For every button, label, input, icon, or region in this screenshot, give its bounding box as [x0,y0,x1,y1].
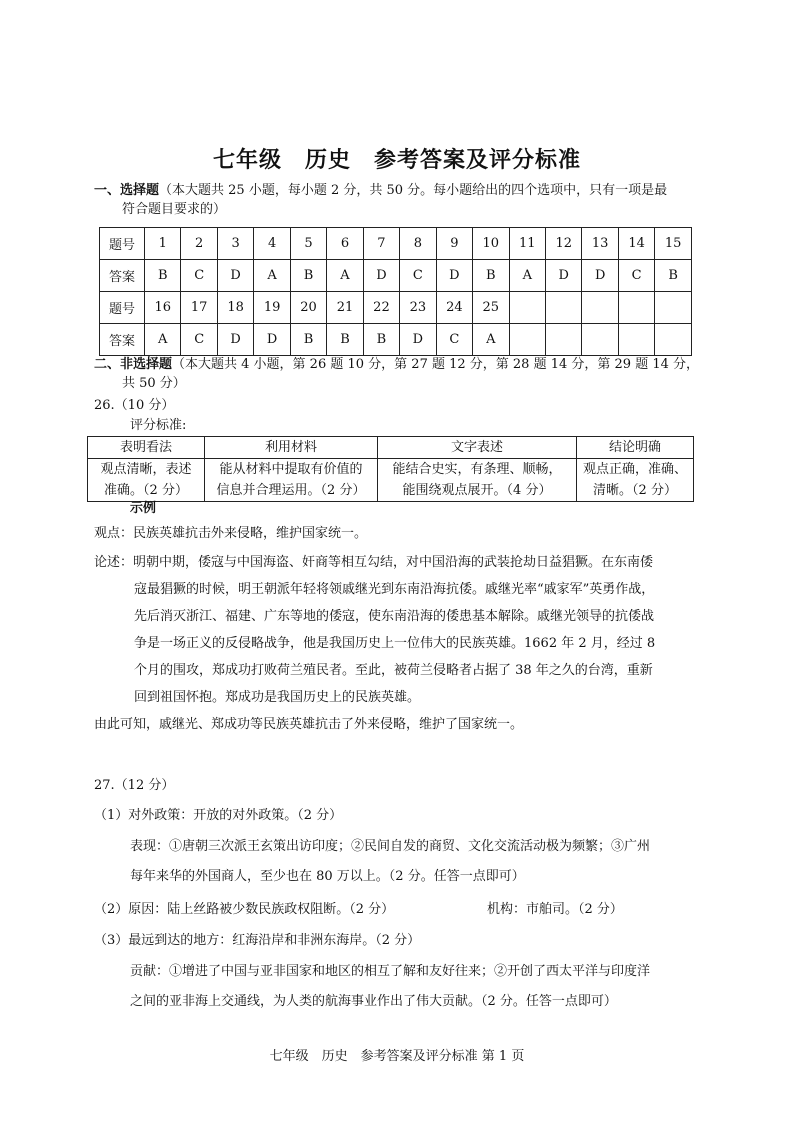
answer-cell: A [145,324,181,356]
answer-cell: B [363,324,399,356]
question-number: 3 [217,228,253,260]
criteria-cell-line: 能从材料中提取有价值的 [219,462,363,477]
argument-line: 回到祖国怀抱。郑成功是我国历史上的民族英雄。 [134,690,421,705]
empty-cell [618,292,654,324]
answer-cell: A [254,260,290,292]
question-number: 9 [436,228,472,260]
criteria-header: 利用材料 [205,437,378,459]
question-number: 22 [363,292,399,324]
row-label: 题号 [100,228,145,260]
criteria-header: 文字表述 [378,437,577,459]
q27-part3: （3）最远到达的地方：红海沿岸和非洲东海岸。（2 分） [94,933,421,948]
criteria-cell-line: 能围绕观点展开。（4 分） [402,483,552,498]
answer-cell: D [254,324,290,356]
question-number: 6 [327,228,363,260]
answer-cell: D [217,324,253,356]
answer-cell: C [181,324,217,356]
q27-label: 27.（12 分） [94,778,175,793]
empty-cell [509,292,545,324]
argument-line: 个月的围攻，郑成功打败荷兰殖民者。至此，被荷兰侵略者占据了 38 年之久的台湾，重新 [134,663,653,678]
criteria-header-row [88,437,694,459]
q27-part2-reason: （2）原因：陆上丝路被少数民族政权阻断。（2 分） [94,902,395,917]
criteria-cell [378,459,577,502]
question-number: 20 [290,292,326,324]
section1-line1 [94,182,667,200]
question-number: 12 [545,228,581,260]
empty-cell [545,324,581,356]
question-number: 11 [509,228,545,260]
criteria-cell-line: 准确。（2 分） [104,483,188,498]
question-number: 2 [181,228,217,260]
criteria-cell [88,459,205,502]
argument-line: 寇最猖獗的时候，明王朝派年轻将领戚继光到东南沿海抗倭。戚继光率“戚家军”英勇作战， [134,582,655,597]
criteria-cell [205,459,378,502]
argument-line: 论述：明朝中期，倭寇与中国海盗、奸商等相互勾结，对中国沿海的武装抢劫日益猖獗。在东南倭 [94,555,654,570]
question-number: 21 [327,292,363,324]
question-number: 24 [436,292,472,324]
answer-cell: B [145,260,181,292]
question-number: 4 [254,228,290,260]
q26-criteria-label: 评分标准: [130,418,187,433]
empty-cell [582,324,618,356]
answer-cell: C [181,260,217,292]
answer-cell: C [436,324,472,356]
answer-table-row-numbers-1 [100,228,692,260]
section2-desc-line2: 共 50 分） [122,376,186,391]
answer-cell: C [400,260,436,292]
criteria-header: 结论明确 [577,437,694,459]
criteria-cell-line: 观点清晰，表述 [100,462,192,477]
answer-table-row-answers-2 [100,324,692,356]
page-footer: 七年级 历史 参考答案及评分标准 第 1 页 [269,1049,525,1064]
empty-cell [618,324,654,356]
answer-cell: B [655,260,692,292]
criteria-table [87,436,694,502]
criteria-body-row [88,459,694,502]
argument-line: 争是一场正义的反侵略战争，他是我国历史上一位伟大的民族英雄。1662 年 2 月，经过 8 [134,636,656,651]
question-number: 13 [582,228,618,260]
empty-cell [582,292,618,324]
section2-heading: 二、非选择题 [94,357,173,372]
criteria-cell-line: 能结合史实，有条理、顺畅， [392,462,562,477]
q27-part3-detail: 贡献：①增进了中国与亚非国家和地区的相互了解和友好往来；②开创了西太平洋与印度洋 [130,964,651,979]
question-number: 14 [618,228,654,260]
empty-cell [655,324,692,356]
viewpoint-text: 观点：民族英雄抗击外来侵略，维护国家统一。 [94,526,368,541]
empty-cell [509,324,545,356]
question-number: 23 [400,292,436,324]
question-number: 25 [473,292,509,324]
example-label: 示例 [130,501,157,516]
empty-cell [545,292,581,324]
criteria-cell-line: 清晰。（2 分） [593,483,677,498]
answer-cell: D [217,260,253,292]
q27-part2-institution: 机构：市舶司。（2 分） [487,902,623,917]
row-label: 题号 [100,292,145,324]
answer-cell: D [363,260,399,292]
question-number: 10 [473,228,509,260]
question-number: 8 [400,228,436,260]
q26-label: 26.（10 分） [94,398,175,413]
answer-cell: B [327,324,363,356]
question-number: 5 [290,228,326,260]
answer-table-row-answers-1 [100,260,692,292]
empty-cell [655,292,692,324]
question-number: 7 [363,228,399,260]
q27-part1-detail: 每年来华的外国商人，至少也在 80 万以上。（2 分。任答一点即可） [130,869,525,884]
answer-cell: B [290,260,326,292]
q27-part1-detail: 表现：①唐朝三次派王玄策出访印度；②民间自发的商贸、文化交流活动极为频繁；③广州 [130,839,651,854]
section2-desc-line1: （本大题共 4 小题，第 26 题 10 分，第 27 题 12 分，第 28 题 14 分，第 29 题 14 分， [172,357,700,372]
criteria-cell [577,459,694,502]
answer-cell: A [327,260,363,292]
section1-desc-line2: 符合题目要求的） [122,202,227,217]
page-title: 七年级 历史 参考答案及评分标准 [212,147,581,173]
row-label: 答案 [100,260,145,292]
question-number: 16 [145,292,181,324]
answer-cell: D [545,260,581,292]
question-number: 1 [145,228,181,260]
answer-cell: B [290,324,326,356]
answer-cell: D [400,324,436,356]
section1-heading: 一、选择题 [94,183,160,198]
answer-cell: D [436,260,472,292]
section1-desc-line1: （本大题共 25 小题，每小题 2 分，共 50 分。每小题给出的四个选项中，只有一项是最 [159,183,668,198]
answer-cell: C [618,260,654,292]
question-number: 19 [254,292,290,324]
answer-table-row-numbers-2 [100,292,692,324]
criteria-cell-line: 观点正确，准确、 [582,462,687,477]
conclusion-text: 由此可知，戚继光、郑成功等民族英雄抗击了外来侵略，维护了国家统一。 [94,717,524,732]
answer-cell: B [473,260,509,292]
q27-part1: （1）对外政策：开放的对外政策。（2 分） [94,808,343,823]
answer-cell: D [582,260,618,292]
question-number: 18 [217,292,253,324]
criteria-header: 表明看法 [88,437,205,459]
answer-table [99,227,692,356]
row-label: 答案 [100,324,145,356]
question-number: 15 [655,228,692,260]
q27-part3-detail: 之间的亚非海上交通线，为人类的航海事业作出了伟大贡献。（2 分。任答一点即可） [130,994,617,1009]
answer-cell: A [509,260,545,292]
question-number: 17 [181,292,217,324]
argument-line: 先后消灭浙江、福建、广东等地的倭寇，使东南沿海的倭患基本解除。戚继光领导的抗倭战 [134,609,655,624]
criteria-cell-line: 信息并合理运用。（2 分） [216,483,366,498]
answer-cell: A [473,324,509,356]
section2-line1 [94,356,699,374]
